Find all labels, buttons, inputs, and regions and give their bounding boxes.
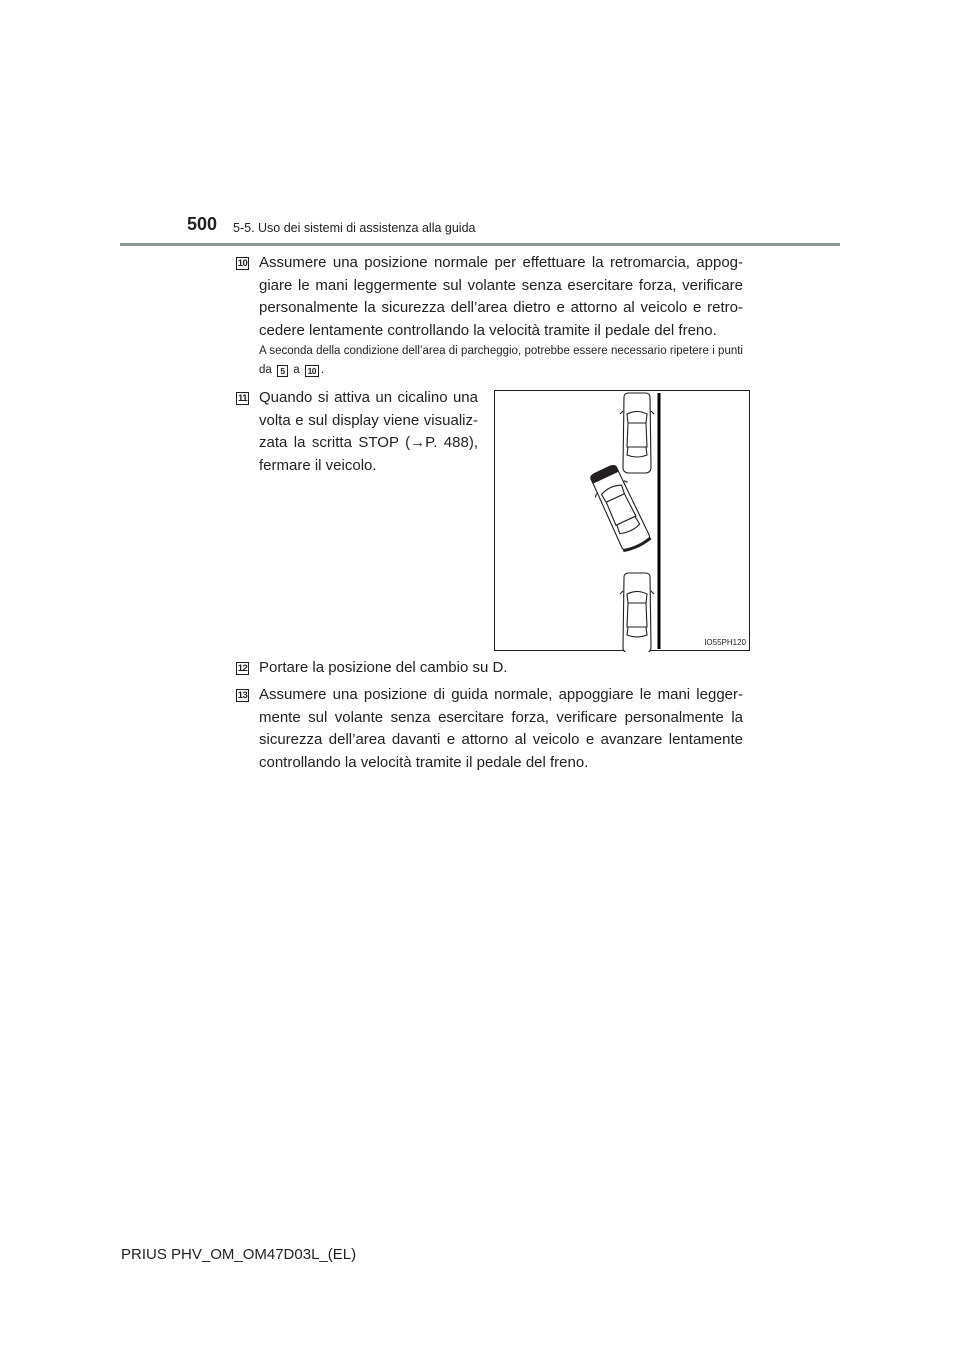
header-divider — [120, 243, 840, 246]
figure-id-label: IO55PH120 — [704, 638, 746, 647]
step-12-text: Portare la posizione del cambio su D. — [259, 659, 508, 676]
step-10-text: Assumere una posizione normale per effettuare la retromarcia, appog-giare le mani leggermente sul volante senza esercitare forza, verificare personalmente la sicurezza dell’area dietro e attorno al veicolo e retro-cedere lentamente controllando la velocità tramite il pedale del freno. — [259, 254, 743, 339]
note-suffix: . — [320, 364, 325, 376]
note-middle: a — [293, 364, 300, 376]
section-title: 5-5. Uso dei sistemi di assistenza alla guida — [233, 221, 476, 235]
rear-parked-car — [620, 573, 654, 652]
step-10-note — [259, 342, 743, 380]
step-13-text: Assumere una posizione di guida normale, appoggiare le mani legger-mente sul volante senza esercitare forza, verificare personalmente la sicurezza dell’area davanti e attorno al veicolo e avanzare lentamente controllando la velocità tramite il pedale del freno. — [259, 686, 743, 771]
step-badge-10: 10 — [237, 258, 248, 269]
ref-badge-5: 5 — [277, 365, 288, 377]
ref-badge-10: 10 — [305, 365, 319, 377]
own-vehicle — [586, 462, 654, 553]
step-11-text: Quando si attiva un cicalino una volta e sul display viene visualiz-zata la scritta STOP (→P. 488), fermare il veicolo. — [259, 389, 478, 474]
step-badge-11: 11 — [237, 393, 248, 404]
note-prefix: A seconda della condizione dell’area di parcheggio, potrebbe essere necessario ripetere i punti da — [259, 345, 743, 376]
step-badge-13: 13 — [237, 690, 248, 701]
page-number: 500 — [187, 214, 218, 234]
parking-diagram — [494, 390, 750, 651]
step-badge-12: 12 — [237, 663, 248, 674]
footer-model: PRIUS PHV_OM_OM47D03L_(EL) — [121, 1246, 357, 1263]
front-parked-car — [620, 393, 654, 473]
